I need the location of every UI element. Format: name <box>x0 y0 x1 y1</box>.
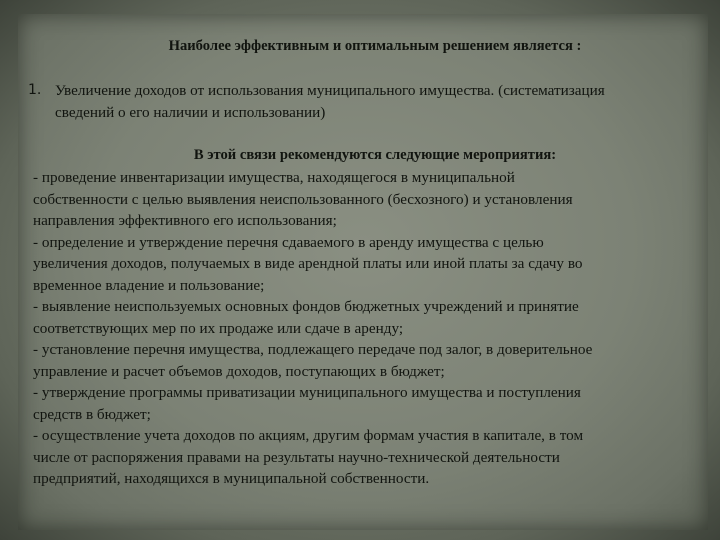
item-text <box>55 80 718 123</box>
item-line: Увеличение доходов от использования муниципального имущества. (систематизация <box>55 82 605 99</box>
measure-line: - утверждение программы приватизации муниципального имущества и поступления <box>33 384 581 401</box>
measures-heading: В этой связи рекомендуются следующие мероприятия: <box>193 147 557 163</box>
measure-line: управление и расчет объемов доходов, поступающих в бюджет; <box>33 362 445 380</box>
measure-line: собственности с целью выявления неиспользованного (бесхозного) и установления <box>33 190 573 208</box>
measures-list <box>33 167 701 490</box>
measure-line: - выявление неиспользуемых основных фондов бюджетных учреждений и принятие <box>33 298 579 315</box>
slide-title: Наиболее эффективным и оптимальным решением является : <box>168 38 582 54</box>
item-line: сведений о его наличии и использовании) <box>55 103 326 121</box>
measure-line: соответствующих мер по их продаже или сдаче в аренду; <box>33 319 404 337</box>
numbered-item <box>28 80 718 123</box>
measure-line: предприятий, находящихся в муниципальной собственности. <box>33 470 430 487</box>
measure-line: увеличения доходов, получаемых в виде арендной платы или иной платы за сдачу во <box>33 255 583 272</box>
measure-line: средств в бюджет; <box>33 405 151 423</box>
item-number: 1. <box>28 82 42 98</box>
measure-line: - установление перечня имущества, подлежащего передаче под залог, в доверительное <box>33 341 593 358</box>
measure-line: - проведение инвентаризации имущества, находящегося в муниципальной <box>33 169 515 186</box>
measure-line: - определение и утверждение перечня сдаваемого в аренду имущества с целью <box>33 233 544 251</box>
measure-line: - осуществление учета доходов по акциям, другим формам участия в капитале, в том <box>33 427 584 444</box>
measure-line: числе от распоряжения правами на результаты научно-технической деятельности <box>33 448 560 466</box>
measure-line: направления эффективного его использования; <box>33 212 337 229</box>
measure-line: временное владение и пользование; <box>33 276 265 294</box>
